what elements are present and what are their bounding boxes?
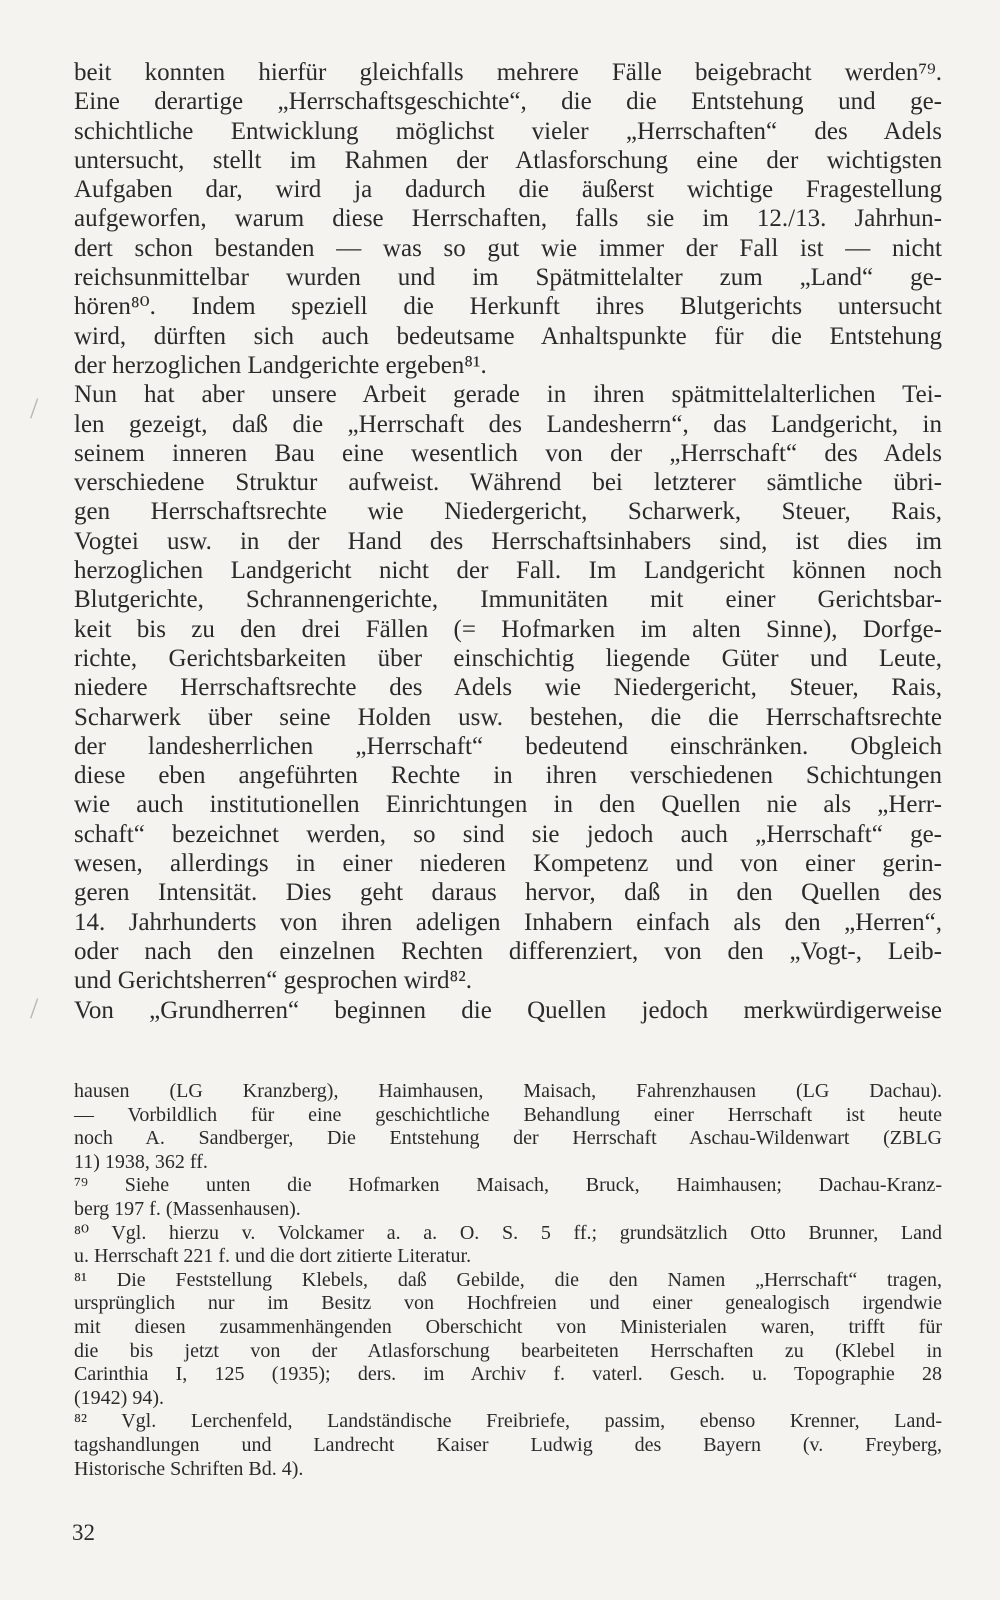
footnote-line: Historische Schriften Bd. 4). (74, 1457, 304, 1480)
text-line: gen Herrschaftsrechte wie Niedergericht, Scharwerk, Steuer, Rais, (74, 498, 942, 526)
text-line: hören⁸⁰. Indem speziell die Herkunft ihres Blutgerichts untersucht (74, 293, 942, 321)
text-line: richte, Gerichtsbarkeiten über einschichtig liegende Güter und Leute, (74, 644, 942, 672)
footnote-line: noch A. Sandberger, Die Entstehung der Herrschaft Aschau-Wildenwart (ZBLG (74, 1127, 942, 1150)
text-line: Eine derartige „Herrschaftsgeschichte“, die die Entstehung und ge- (74, 88, 942, 116)
footnote-line: Carinthia I, 125 (1935); ders. im Archiv f. vaterl. Gesch. u. Topographie 28 (74, 1363, 942, 1386)
footnote-line: ⁸² Vgl. Lerchenfeld, Landständische Freibriefe, passim, ebenso Krenner, Land- (74, 1410, 942, 1433)
text-line: untersucht, stellt im Rahmen der Atlasforschung eine der wichtigsten (74, 146, 942, 174)
margin-pencil-mark: / (30, 392, 39, 425)
main-text-block (74, 58, 942, 1025)
page-number: 32 (72, 1520, 95, 1545)
text-line: seinem inneren Bau eine wesentlich von der „Herrschaft“ des Adels (74, 439, 942, 467)
text-line: Nun hat aber unsere Arbeit gerade in ihren spätmittelalterlichen Tei- (74, 381, 942, 409)
footnote-line: ⁸¹ Die Feststellung Klebels, daß Gebilde, die den Namen „Herrschaft“ tragen, (74, 1268, 942, 1291)
text-line: herzoglichen Landgericht nicht der Fall. Im Landgericht können noch (74, 557, 942, 585)
text-line: geren Intensität. Dies geht daraus hervor, daß in den Quellen des (74, 879, 942, 907)
text-line: Aufgaben dar, wird ja dadurch die äußerst wichtige Fragestellung (74, 176, 942, 204)
text-line: verschiedene Struktur aufweist. Während bei letzterer sämtliche übri- (74, 469, 942, 497)
text-line: beit konnten hierfür gleichfalls mehrere Fälle beigebracht werden⁷⁹. (74, 59, 942, 86)
footnote-line: u. Herrschaft 221 f. und die dort zitierte Literatur. (74, 1245, 472, 1268)
text-line: Blutgerichte, Schrannengerichte, Immunitäten mit einer Gerichtsbar- (74, 586, 942, 614)
text-line: niedere Herrschaftsrechte des Adels wie Niedergericht, Steuer, Rais, (74, 674, 942, 702)
footnote-line: berg 197 f. (Massenhausen). (74, 1197, 301, 1220)
text-line: wird, dürften sich auch bedeutsame Anhaltspunkte für die Entstehung (74, 322, 942, 350)
text-line: oder nach den einzelnen Rechten differenziert, von den „Vogt-, Leib- (74, 937, 942, 965)
footnotes-block (74, 1080, 942, 1481)
text-line: Scharwerk über seine Holden usw. bestehen, die die Herrschaftsrechte (74, 703, 942, 731)
footnote-line: ursprünglich nur im Besitz von Hochfreien und einer genealogisch irgendwie (74, 1292, 942, 1315)
footnote-line: ⁷⁹ Siehe unten die Hofmarken Maisach, Bruck, Haimhausen; Dachau-Kranz- (74, 1174, 942, 1197)
text-line: 14. Jahrhunderts von ihren adeligen Inhabern einfach als den „Herren“, (74, 908, 942, 936)
text-line: schichtliche Entwicklung möglichst vieler „Herrschaften“ des Adels (74, 117, 942, 145)
text-line: und Gerichtsherren“ gesprochen wird⁸². (74, 967, 473, 995)
text-line: diese eben angeführten Rechte in ihren verschiedenen Schichtungen (74, 762, 942, 790)
text-line: schaft“ bezeichnet werden, so sind sie jedoch auch „Herrschaft“ ge- (74, 820, 942, 848)
footnote-line: (1942) 94). (74, 1386, 164, 1409)
text-line: reichsunmittelbar wurden und im Spätmittelalter zum „Land“ ge- (74, 264, 942, 292)
text-line: keit bis zu den drei Fällen (= Hofmarken im alten Sinne), Dorfge- (74, 615, 942, 643)
text-line: der herzoglichen Landgerichte ergeben⁸¹. (74, 351, 487, 379)
text-line: Vogtei usw. in der Hand des Herrschaftsinhabers sind, ist dies im (74, 527, 942, 555)
text-line: wesen, allerdings in einer niederen Kompetenz und von einer gerin- (74, 850, 942, 878)
text-line: dert schon bestanden — was so gut wie immer der Fall ist — nicht (74, 234, 942, 262)
margin-pencil-mark: / (30, 992, 39, 1025)
text-line: Von „Grundherren“ beginnen die Quellen jedoch merkwürdigerweise (74, 996, 942, 1024)
footnote-line: hausen (LG Kranzberg), Haimhausen, Maisach, Fahrenzhausen (LG Dachau). (74, 1080, 942, 1102)
text-line: der landesherrlichen „Herrschaft“ bedeutend einschränken. Obgleich (74, 732, 942, 760)
text-line: len gezeigt, daß die „Herrschaft des Landesherrn“, das Landgericht, in (74, 410, 942, 438)
footnote-line: 11) 1938, 362 ff. (74, 1150, 208, 1173)
footnote-line: die bis jetzt von der Atlasforschung bearbeiteten Herrschaften zu (Klebel in (74, 1339, 942, 1362)
footnote-line: ⁸⁰ Vgl. hierzu v. Volckamer a. a. O. S. 5 ff.; grundsätzlich Otto Brunner, Land (74, 1221, 942, 1244)
text-line: aufgeworfen, warum diese Herrschaften, falls sie im 12./13. Jahrhun- (74, 205, 942, 233)
footnote-line: tagshandlungen und Landrecht Kaiser Ludwig des Bayern (v. Freyberg, (74, 1433, 942, 1456)
text-line: wie auch institutionellen Einrichtungen in den Quellen nie als „Herr- (74, 791, 942, 819)
footnote-line: mit diesen zusammenhängenden Oberschicht von Ministerialen waren, trifft für (74, 1315, 942, 1338)
footnote-line: — Vorbildlich für eine geschichtliche Behandlung einer Herrschaft ist heute (74, 1103, 942, 1126)
